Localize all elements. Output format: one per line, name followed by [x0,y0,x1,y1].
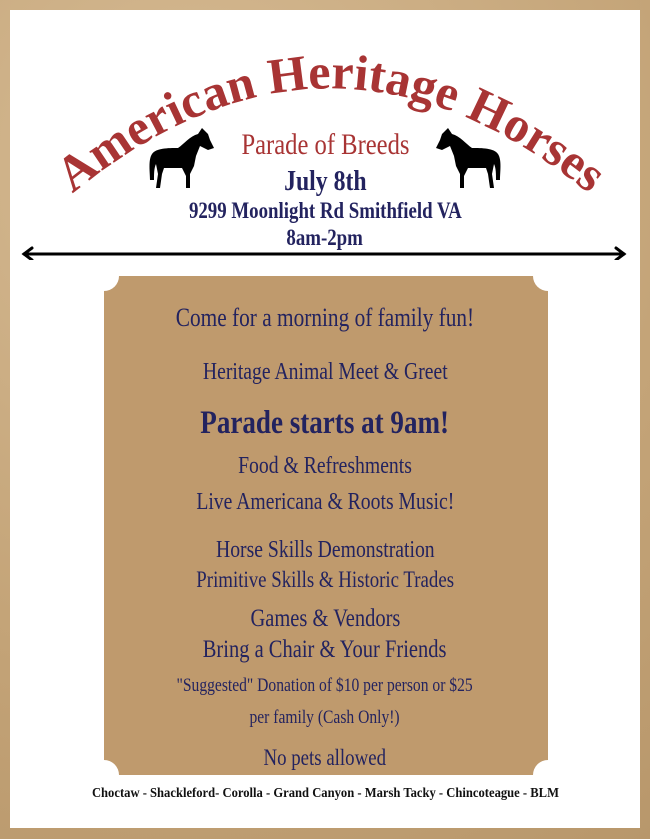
event-date: July 8th [283,165,367,197]
details-panel [104,276,548,775]
donation-line: "Suggested" Donation of $10 per person or $25 [176,675,474,696]
no-pets-note: No pets allowed [263,745,387,770]
detail-line: Primitive Skills & Historic Trades [196,567,454,592]
breeds-list: Choctaw - Shackleford- Corolla - Grand Canyon - Marsh Tacky - Chincoteague - BLM [91,786,559,801]
detail-line: Heritage Animal Meet & Greet [202,359,448,385]
detail-line: Games & Vendors [250,605,400,632]
detail-line: Food & Refreshments [238,453,412,479]
parade-time: Parade starts at 9am! [200,405,450,441]
donation-line: per family (Cash Only!) [249,707,401,728]
subtitle: Parade of Breeds [240,128,410,161]
detail-line: Bring a Chair & Your Friends [203,636,447,663]
event-hours: 8am-2pm [286,225,364,250]
event-address: 9299 Moonlight Rd Smithfield VA [188,198,462,223]
title: American Heritage Horses [44,43,618,203]
detail-line: Horse Skills Demonstration [215,537,435,563]
detail-line: Live Americana & Roots Music! [196,489,454,515]
detail-line: Come for a morning of family fun! [175,303,475,332]
